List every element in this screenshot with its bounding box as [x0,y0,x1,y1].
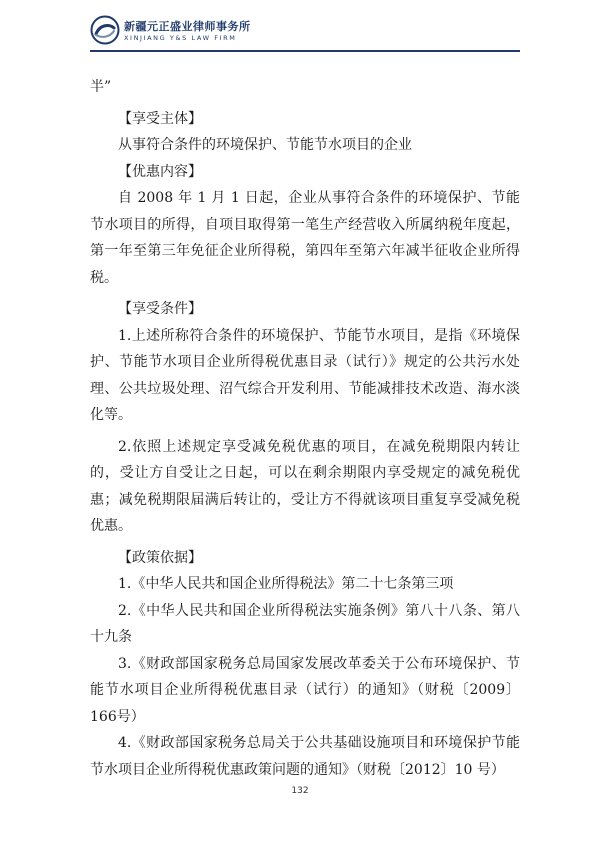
paragraph-beneficiary: 从事符合条件的环境保护、节能节水项目的企业 [118,137,412,153]
document-body [90,74,520,783]
firm-logo-icon [90,15,120,45]
policy-basis-item: 2.《中华人民共和国企业所得税法实施条例》第八十八条、第八十九条 [90,602,520,645]
policy-basis-item: 3.《财政部国家税务总局国家发展改革委关于公布环境保护、节能节水项目企业所得税优惠目录（试行）的通知》（财税〔2009〕166号） [90,655,520,725]
paragraph-content: 自 2008 年 1 月 1 日起，企业从事符合条件的环境保护、节能节水项目的所得，自项目取得第一笔生产经营收入所属纳税年度起，第一年至第三年免征企业所得税，第四年至第六年减半征收企业所得税。 [90,190,520,286]
continuation-text: 半” [90,79,112,95]
section-heading-content: 【优惠内容】 [118,163,202,180]
section-heading-basis: 【政策依据】 [118,549,202,566]
paragraph-condition-2: 2.依照上述规定享受减免税优惠的项目，在减免税期限内转让的，受让方自受让之日起，可以在剩余期限内享受规定的减免税优惠；减免税期限届满后转让的，受让方不得就该项目重复享受减免税优惠。 [90,438,520,534]
page-number: 132 [291,786,309,796]
firm-name-en: XINJIANG Y&S LAW FIRM [124,34,237,42]
header-divider [90,50,520,52]
section-heading-beneficiary: 【享受主体】 [118,110,202,127]
policy-basis-item: 1.《中华人民共和国企业所得税法》第二十七条第三项 [118,576,454,592]
page-header [90,14,520,54]
policy-basis-item: 4.《财政部国家税务总局关于公共基础设施项目和环境保护节能节水项目企业所得税优惠政策问题的通知》（财税〔2012〕10 号） [90,735,520,778]
paragraph-condition-1: 1.上述所称符合条件的环境保护、节能节水项目，是指《环境保护、节能节水项目企业所得税优惠目录（试行）》规定的公共污水处理、公共垃圾处理、沼气综合开发利用、节能减排技术改造、海水淡化等。 [90,327,520,423]
firm-name-cn: 新疆元正盛业律师事务所 [124,20,251,33]
section-heading-conditions: 【享受条件】 [118,301,202,317]
